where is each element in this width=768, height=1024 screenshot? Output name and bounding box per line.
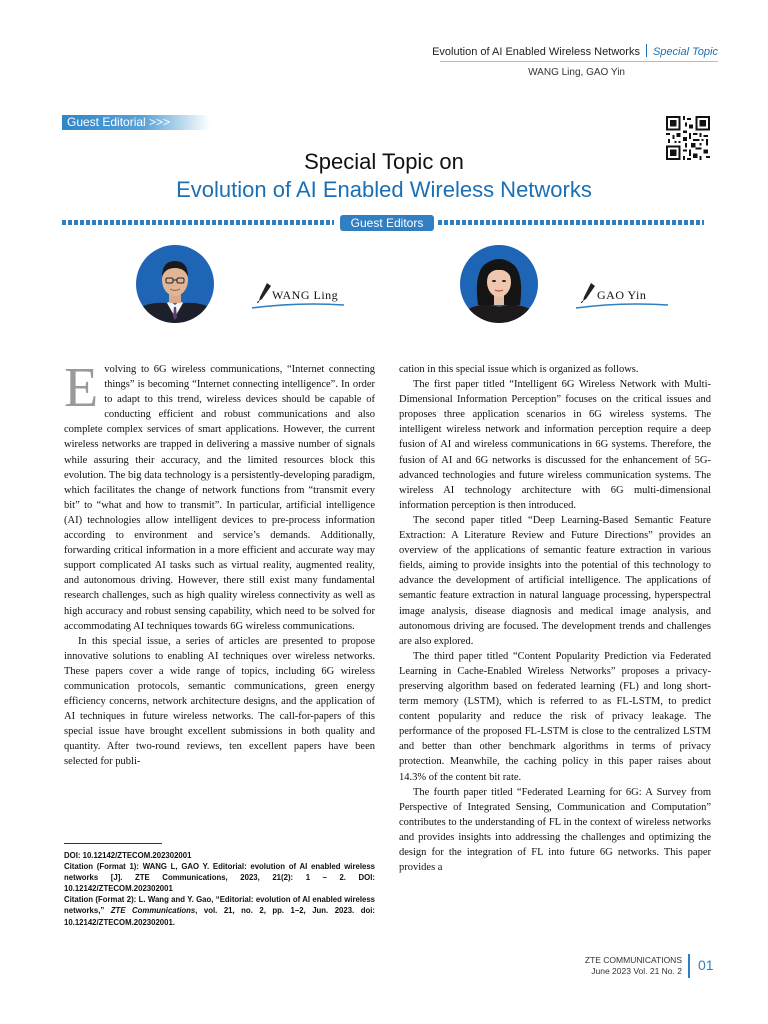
footnote-doi: DOI: 10.12142/ZTECOM.202302001 [64,851,192,860]
dash-rule-left [62,220,334,225]
running-header-authors: WANG Ling, GAO Yin [528,67,625,78]
body-paragraph: The third paper titled “Content Popularity Prediction via Federated Learning in Cache-Enabled Wireless Networks” proposes a privacy-preserving algorithm based on federated learning (FL) and long short-term memory (LSTM), which is referred to as FL-LSTM, to predict content popularity and reduce the risk of privacy leakage. The performance of the proposed FL-LSTM is close to the centralized LSTM and better than other benchmark algorithms in terms of privacy protection. Meanwhile, the caching policy in this paper raises about 14.3% of the content bit rate. [399,650,711,783]
editor-portrait-gao-yin [460,245,538,323]
pen-nib-icon [581,283,595,303]
guest-editors-bar [62,215,704,231]
page-title-line-2: Evolution of AI Enabled Wireless Networks [176,177,592,202]
body-paragraph: The first paper titled “Intelligent 6G Wireless Network with Multi-Dimensional Information Perception” focuses on the critical issues and proposes three application scenarios in 6G wireless systems. The intelligent wireless network and information perception require a deep fusion of AI and wireless communications in 6G systems. Therefore, the fusion of AI and 6G networks is discussed for the enhancement of 5G-advanced technologies and future wireless communication systems. The wireless AI technology architecture with 6G multi-dimensional information perception is then introduced. [399,379,711,511]
editor-portrait-wang-ling [136,245,214,323]
footnote-citation-2: Citation (Format 2): L. Wang and Y. Gao, “Editorial: evolution of AI enabled wireless networks,” ZTE Communications, vol. 21, no. 2, pp. 1–2, Jun. 2023. doi: 10.12142/ZTECOM.202302001. [64,895,376,927]
body-column-right [399,362,711,875]
page-title-line-1: Special Topic on [304,149,464,174]
body-paragraph: cation in this special issue which is organized as follows. [399,364,639,375]
swoosh-icon [250,302,346,310]
body-column-left [64,357,375,770]
guest-editors-label: Guest Editors [340,215,434,231]
footnote [64,850,375,928]
dash-rule-right [438,220,704,225]
running-header [432,44,718,58]
footer-issue: June 2023 Vol. 21 No. 2 [591,966,682,976]
page-number: 01 [698,957,714,973]
footer-journal: ZTE COMMUNICATIONS [584,955,682,965]
body-paragraph: The second paper titled “Deep Learning-Based Semantic Feature Extraction: A Literature Review and Future Directions” provides an overview of the applications of semantic feature extraction in various fields, aiming to provide insights into the potential of this technology to advance the development of artificial intelligence. The applications of semantic feature extraction in natural language processing, hyperspectral image analysis, disease diagnosis and medical image analysis, and autonomous driving are focused. The development trends and challenges are also explored. [399,514,711,647]
editor-name-2: GAO Yin [597,288,647,302]
footnote-rule [64,843,162,844]
drop-cap: E [64,357,99,419]
header-rule [440,61,718,62]
body-paragraph: The fourth paper titled “Federated Learning for 6G: A Survey from Perspective of Integrated Sensing, Communication and Computation” contributes to the understanding of FL in the context of wireless networks and provides insights into addressing the challenges and optimizing the design for the integration of FL into future 6G networks. This paper provides a [399,786,711,874]
editor-name-1: WANG Ling [272,288,339,302]
body-paragraph-text: volving to 6G wireless communications, “Internet connecting things” is becoming “Internet connecting intelligence”. In order to adapt to this trend, wireless devices should be capable of conducting efficient and robust communications and also complete complex services of smart applications. However, the current wireless networks are trapped in delivering a massive number of signals while assuring their accuracy, and the limited resources block this evolution. The big data technology is a persistently-developing paradigm, which facilitates the change of network functions from “transmit every bit” to “what and how to transmit”. In particular, artificial intelligence (AI) technologies allow intelligent devices to pre-process information according to environment and service’s demands. Additionally, forwarding critical information in a more efficient and accurate way may support complicated AI tasks such as virtual reality, augmented reality, and autonomous driving. However, there still exist many fundamental research challenges, such as high quality wireless connectivity as well as high accuracy and robust sensing capability, which need to be solved for accommodating AI techniques towards 6G wireless communications. [64,364,375,632]
header-separator [646,44,647,57]
footer-journal-info [585,955,682,977]
running-header-section: Special Topic [652,46,718,58]
pen-nib-icon [257,283,271,303]
footnote-citation-1: Citation (Format 1): WANG L, GAO Y. Editorial: evolution of AI enabled wireless networks [J]. ZTE Communications, 2023, 21(2): 1 – 2. DOI: 10.12142/ZTECOM.202302001 [64,862,375,894]
running-header-title: Evolution of AI Enabled Wireless Networks [432,46,640,58]
body-paragraph: In this special issue, a series of articles are presented to propose innovative solutions to enabling AI techniques over wireless networks. These papers cover a wide range of topics, including 6G wireless communication protocols, semantic communications, green energy efficiency concerns, network architecture designs, and the application of AI techniques in future wireless networks. The call-for-papers of this special issue have brought excellent submissions in both quality and quantity. After two-round reviews, ten excellent papers have been selected for publi- [64,635,375,768]
guest-editorial-tag: Guest Editorial >>> [62,115,210,130]
swoosh-icon [574,302,670,310]
footer-bar [688,954,690,978]
body-paragraph [64,357,375,634]
